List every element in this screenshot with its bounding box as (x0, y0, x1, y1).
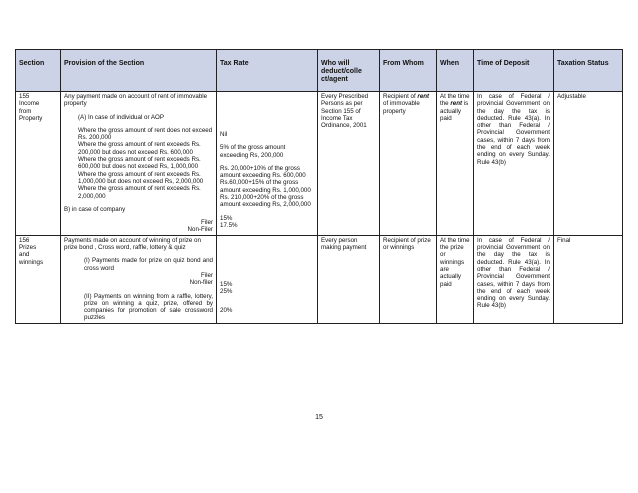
deposit-cell: In case of Federal / provincial Government on the day the tax is deducted. Rule 43(a). In other than Federal / Provincial Government cases, within 7 days from the end of each week ending on every Sunday. Rule 43(b) (474, 235, 554, 323)
provision-cell: Any payment made on account of rent of immovable property (A) In case of individual or AOP Where the gross amount of rent does not exceed Rs. 200,000 Where the gross amount of rent exceeds Rs. 200,000 but does not exceed Rs. 600,000 Where the gross amount of rent exceeds Rs. 600,000 but does not exceed Rs, 1,000,000 Where the gross amount of rent exceeds Rs. 1,000,000 but does not exceed Rs, 2,000,000 Where the gross amount of rent exceeds Rs. 2,000,000 B) in case of company Filer Non-Filer (61, 92, 217, 236)
when-cell: At the time the rent is actually paid (437, 92, 474, 236)
from-whom-cell: Recipient of rent of immovable property (380, 92, 437, 236)
header-from-whom: From Whom (380, 50, 437, 92)
who-cell: Every person making payment (318, 235, 380, 323)
status-cell: Adjustable (554, 92, 623, 236)
table-row (16, 235, 623, 323)
from-whom-cell: Recipient of prize or winnings (380, 235, 437, 323)
when-cell: At the time the prize or winnings are actually paid (437, 235, 474, 323)
section-cell: 156 Prizes and winnings (16, 235, 61, 323)
withholding-tax-table (15, 49, 623, 324)
provision-cell: Payments made on account of winning of prize on prize bond , Cross word, raffle, lottery & quiz (I) Payments made for prize on quiz bond and cross word Filer Non-filer (II) Payments on winning from a raffle, lottery, prize on winning a quiz, prize, offered by companies for promotion of sale crossword puzzles (61, 235, 217, 323)
tax-rate-cell: Nil 5% of the gross amount exceeding Rs, 200,000 Rs. 20,000+10% of the gross amount exceeding Rs. 600,000 Rs.60,000+15% of the gross amount exceeding Rs. 1,000,000 Rs. 210,000+20% of the gross amount exceeding Rs, 2,000,000 15% 17.5% (217, 92, 318, 236)
section-cell: 155 Income from Property (16, 92, 61, 236)
header-taxation-status: Taxation Status (554, 50, 623, 92)
page-number: 15 (315, 414, 323, 421)
header-when: When (437, 50, 474, 92)
tax-table-sheet (15, 49, 622, 324)
header-time-of-deposit: Time of Deposit (474, 50, 554, 92)
status-cell: Final (554, 235, 623, 323)
tax-rate-cell: 15% 25% 20% (217, 235, 318, 323)
header-section: Section (16, 50, 61, 92)
header-tax-rate: Tax Rate (217, 50, 318, 92)
who-cell: Every Prescribed Persons as per Section 155 of Income Tax Ordinance, 2001 (318, 92, 380, 236)
header-row (16, 50, 623, 92)
header-provision: Provision of the Section (61, 50, 217, 92)
deposit-cell: In case of Federal / provincial Government on the day the tax is deducted. Rule 43(a). In other than Federal / Provincial Government cases, within 7 days from the end of each week ending on every Sunday. Rule 43(b) (474, 92, 554, 236)
table-row (16, 92, 623, 236)
header-who: Who will deduct/colle ct/agent (318, 50, 380, 92)
